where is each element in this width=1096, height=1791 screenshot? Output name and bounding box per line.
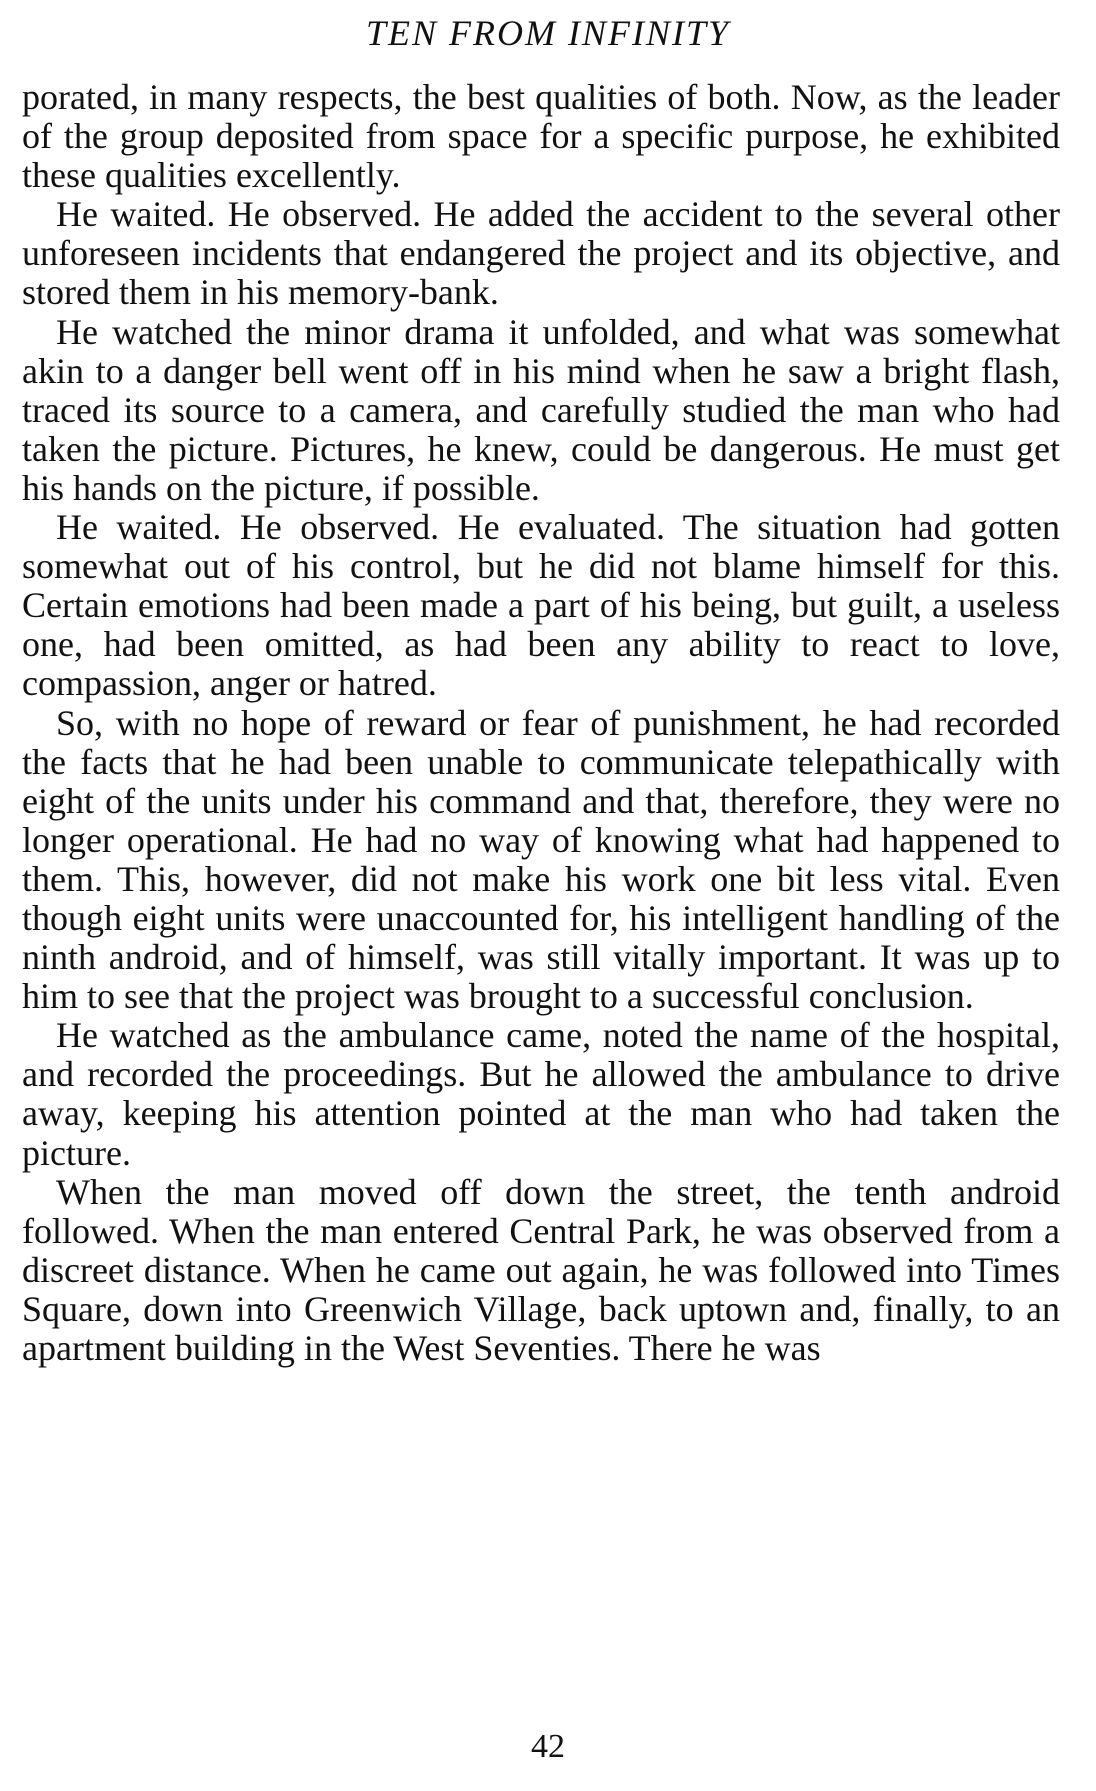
body-text: [22, 78, 1060, 1368]
paragraph-1: porated, in many respects, the best qualities of both. Now, as the leader of the group deposited from space for a specific purpose, he exhibited these qualities excellently.: [22, 77, 1060, 196]
paragraph-2: He waited. He observed. He added the accident to the several other unforeseen incidents that endangered the project and its objective, and stored them in his memory-bank.: [22, 194, 1060, 313]
paragraph-3: He watched the minor drama it unfolded, and what was somewhat akin to a danger bell went off in his mind when he saw a bright flash, traced its source to a camera, and carefully studied the man who had taken the picture. Pictures, he knew, could be dangerous. He must get his hands on the picture, if possible.: [22, 311, 1060, 508]
paragraph-5: So, with no hope of reward or fear of punishment, he had recorded the facts that he had been unable to communicate telepathically with eight of the units under his command and that, therefore, they were no longer operational. He had no way of knowing what had happened to them. This, however, did not make his work one bit less vital. Even though eight units were unaccounted for, his intelligent handling of the ninth android, and of himself, was still vitally important. It was up to him to see that the project was brought to a successful conclusion.: [22, 702, 1060, 1017]
paragraph-6: He watched as the ambulance came, noted the name of the hospital, and recorded the proceedings. But he allowed the ambulance to drive away, keeping his attention pointed at the man who had taken the picture.: [22, 1015, 1060, 1173]
paragraph-4: He waited. He observed. He evaluated. The situation had gotten somewhat out of his control, but he did not blame himself for this. Certain emotions had been made a part of his being, but guilt, a useless one, had been omitted, as had been any ability to react to love, compassion, anger or hatred.: [22, 507, 1060, 704]
running-head: TEN FROM INFINITY: [365, 13, 730, 53]
page-number: 42: [531, 1728, 565, 1765]
paragraph-7: When the man moved off down the street, the tenth android followed. When the man entered Central Park, he was observed from a discreet distance. When he came out again, he was followed into Times Square, down into Greenwich Village, back uptown and, finally, to an apartment building in the West Seventies. There he was: [22, 1171, 1060, 1368]
